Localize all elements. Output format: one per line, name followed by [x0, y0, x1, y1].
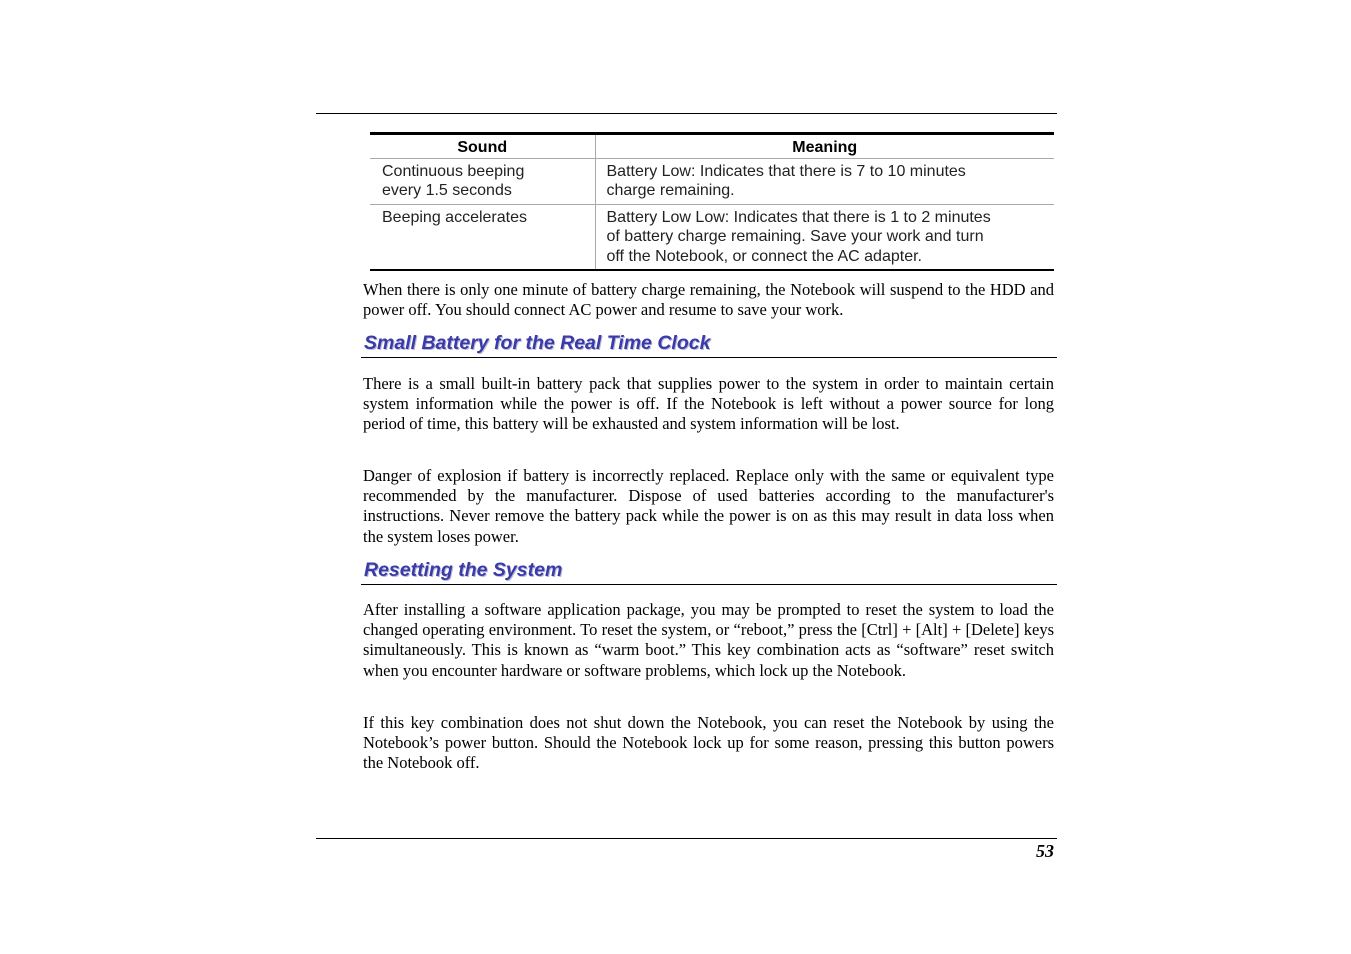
meaning-cell [595, 158, 1054, 204]
sound-line: Continuous beeping [382, 162, 525, 180]
meaning-cell [595, 204, 1054, 270]
reset-section-heading: Resetting the System [361, 558, 1057, 585]
beep-codes-table [370, 132, 1054, 271]
suspend-paragraph: When there is only one minute of battery charge remaining, the Notebook will suspend to the HDD and power off. You should connect AC power and resume to save your work. [363, 280, 1054, 320]
footer-rule [316, 838, 1057, 839]
column-header-meaning: Meaning [595, 134, 1054, 159]
meaning-line: of battery charge remaining. Save your work and turn [606, 228, 984, 245]
reset-paragraph-1: After installing a software application package, you may be prompted to reset the system to load the changed operating environment. To reset the system, or “reboot,” press the [Ctrl] + [Alt] + [Delete] keys simultaneously. This is known as “warm boot.” This key combination acts as “software” reset switch when you encounter hardware or software problems, which lock up the Notebook. [363, 600, 1054, 680]
meaning-line: Battery Low Low: Indicates that there is 1 to 2 minutes [606, 208, 991, 226]
meaning-line: charge remaining. [606, 182, 735, 199]
table-row [370, 158, 1054, 204]
column-header-sound: Sound [370, 134, 595, 159]
page-number: 53 [1036, 841, 1054, 861]
header-rule [316, 113, 1057, 114]
table-row [370, 204, 1054, 270]
table-header-row [370, 134, 1054, 159]
rtc-paragraph-2: Danger of explosion if battery is incorrectly replaced. Replace only with the same or equivalent type recommended by the manufacturer. Dispose of used batteries according to the manufacturer's instructions. Never remove the battery pack while the power is on as this may result in data loss when the system loses power. [363, 466, 1054, 546]
reset-paragraph-2: If this key combination does not shut down the Notebook, you can reset the Notebook by using the Notebook’s power button. Should the Notebook lock up for some reason, pressing this button powers the Notebook off. [363, 713, 1054, 773]
meaning-line: Battery Low: Indicates that there is 7 to 10 minutes [606, 162, 966, 180]
meaning-line: off the Notebook, or connect the AC adapter. [606, 247, 922, 265]
sound-cell [370, 204, 595, 270]
rtc-paragraph-1: There is a small built-in battery pack that supplies power to the system in order to maintain certain system information while the power is off. If the Notebook is left without a power source for long period of time, this battery will be exhausted and system information will be lost. [363, 374, 1054, 434]
sound-line: Beeping accelerates [382, 208, 527, 226]
sound-line: every 1.5 seconds [382, 182, 512, 199]
sound-cell [370, 158, 595, 204]
rtc-section-heading: Small Battery for the Real Time Clock [361, 331, 1057, 358]
